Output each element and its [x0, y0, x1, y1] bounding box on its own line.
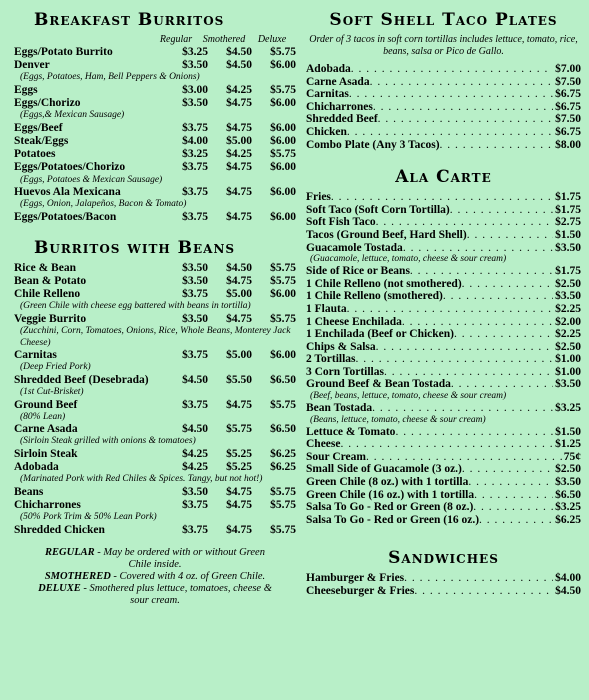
- item-price: $1.50: [555, 228, 581, 241]
- price-deluxe: $6.00: [270, 349, 296, 362]
- dot-leader: [356, 353, 554, 366]
- price-regular: $3.25: [182, 46, 208, 58]
- price-deluxe: $6.00: [270, 288, 296, 301]
- legend: [14, 547, 296, 607]
- dot-leader: [474, 489, 553, 502]
- item-name: Eggs/Potatoes/Bacon: [14, 210, 117, 223]
- menu-item: [306, 204, 581, 217]
- sandwiches-title: Sandwiches: [388, 548, 499, 569]
- menu-item: [306, 76, 581, 89]
- price-smothered: $4.50: [226, 261, 252, 274]
- menu-item: [306, 463, 581, 476]
- price-deluxe: $6.00: [270, 186, 296, 198]
- legend-regular-label: REGULAR: [45, 546, 95, 558]
- price-deluxe: $6.00: [270, 59, 296, 72]
- item-name: 1 Enchilada (Beef or Chicken): [306, 328, 455, 341]
- dot-leader: [331, 191, 553, 204]
- dot-leader: [440, 139, 554, 152]
- item-name: Lettuce & Tomato: [306, 425, 396, 438]
- price-deluxe: $6.50: [270, 423, 296, 436]
- price-deluxe: $5.75: [270, 46, 296, 58]
- item-description: (Deep Fried Pork): [20, 362, 91, 373]
- item-name: Adobada: [14, 461, 59, 474]
- item-price: 75¢: [563, 450, 581, 463]
- menu-item: [306, 63, 581, 76]
- legend-deluxe-text: - Smothered plus lettuce, tomatoes, cheese & sour cream.: [83, 582, 272, 606]
- item-price: $1.75: [555, 191, 581, 204]
- item-price: $2.25: [555, 302, 581, 315]
- item-name: 1 Flauta: [306, 302, 347, 315]
- price-deluxe: $5.75: [270, 312, 296, 325]
- item-name: Beans: [14, 485, 44, 498]
- item-name: Chile Relleno: [14, 288, 81, 301]
- item-name: Eggs/Potatoes/Chorizo: [14, 161, 126, 174]
- price-regular: $3.50: [182, 485, 208, 498]
- dot-leader: [384, 366, 553, 379]
- item-name: Cheese: [306, 438, 341, 451]
- item-price: $3.50: [555, 476, 581, 489]
- item-description: (80% Lean): [20, 411, 66, 422]
- dot-leader: [347, 126, 553, 139]
- price-smothered: $4.75: [226, 121, 252, 134]
- item-name: Hamburger & Fries: [306, 572, 405, 585]
- price-deluxe: $5.75: [270, 398, 296, 411]
- price-regular: $3.50: [182, 97, 208, 110]
- price-smothered: $4.50: [226, 46, 252, 58]
- item-name: Chicken: [306, 125, 347, 138]
- menu-item: [306, 514, 581, 527]
- price-regular: $3.75: [182, 523, 208, 536]
- price-deluxe: $6.00: [270, 97, 296, 110]
- right-column: [306, 10, 581, 598]
- dot-leader: [376, 216, 553, 229]
- item-name: Carne Asada: [306, 75, 370, 88]
- item-name: Fries: [306, 191, 331, 204]
- menu-item: [14, 148, 296, 161]
- price-smothered: $5.00: [226, 288, 252, 301]
- item-description: (1st Cut-Brisket): [20, 387, 84, 397]
- item-name: Eggs/Chorizo: [14, 97, 81, 110]
- price-deluxe: $5.75: [270, 275, 296, 288]
- taco-plates-title: Soft Shell Taco Plates: [329, 10, 558, 30]
- menu-item: [306, 101, 581, 114]
- price-smothered: $5.25: [226, 447, 252, 460]
- menu-item: [306, 476, 581, 489]
- item-name: Adobada: [306, 63, 351, 75]
- item-price: $6.25: [555, 513, 581, 526]
- price-regular: $3.75: [182, 349, 208, 362]
- menu-item: [306, 265, 581, 278]
- menu-item: [14, 122, 296, 135]
- menu-item: [306, 216, 581, 229]
- menu-item: [306, 572, 581, 585]
- item-price: $6.75: [555, 125, 581, 138]
- item-name: Eggs/Potato Burrito: [14, 46, 113, 58]
- dot-leader: [349, 88, 553, 101]
- price-deluxe: $5.75: [270, 83, 296, 96]
- price-smothered: $5.00: [226, 134, 252, 147]
- item-name: Veggie Burrito: [14, 312, 87, 325]
- legend-smothered-text: - Covered with 4 oz. of Green Chile.: [113, 570, 266, 582]
- price-deluxe: $6.25: [270, 447, 296, 460]
- item-name: Shredded Beef (Desebrada): [14, 373, 149, 386]
- dot-leader: [366, 451, 562, 464]
- menu-item: [306, 290, 581, 303]
- item-name: Rice & Bean: [14, 261, 76, 274]
- item-description: (Beans, lettuce, tomato, cheese & sour cream): [310, 414, 486, 425]
- menu-item: [306, 451, 581, 464]
- item-name: Eggs/Beef: [14, 121, 63, 134]
- price-smothered: $4.75: [226, 523, 252, 536]
- dot-leader: [351, 63, 553, 76]
- price-deluxe: $5.75: [270, 148, 296, 161]
- price-smothered: $4.75: [226, 161, 252, 174]
- menu-item: [306, 113, 581, 126]
- price-deluxe: $5.75: [270, 485, 296, 498]
- item-name: Ground Beef: [14, 398, 78, 411]
- item-name: Huevos Ala Mexicana: [14, 186, 121, 198]
- item-price: $2.50: [555, 277, 581, 290]
- price-regular: $3.50: [182, 275, 208, 288]
- dot-leader: [451, 378, 553, 391]
- item-price: $2.25: [555, 328, 581, 341]
- item-name: 3 Corn Tortillas: [306, 365, 384, 378]
- menu-item: [306, 426, 581, 439]
- item-name: Bean & Potato: [14, 275, 87, 288]
- price-deluxe: $6.00: [270, 134, 296, 147]
- menu-item: [14, 399, 296, 412]
- dot-leader: [473, 501, 553, 514]
- item-name: Potatoes: [14, 148, 56, 161]
- item-price: $1.25: [555, 438, 581, 451]
- price-regular: $3.25: [182, 148, 208, 161]
- item-description: (50% Pork Trim & 50% Lean Pork): [20, 512, 157, 523]
- breakfast-title: Breakfast Burritos: [34, 10, 225, 30]
- item-price: $1.00: [555, 353, 581, 366]
- item-price: $7.50: [555, 113, 581, 126]
- item-price: $7.50: [555, 75, 581, 88]
- dot-leader: [450, 204, 553, 217]
- menu-item: [306, 366, 581, 379]
- item-description: (Eggs, Potatoes, Ham, Bell Peppers & Onions): [20, 72, 200, 83]
- dot-leader: [467, 229, 553, 242]
- price-regular: $3.50: [182, 59, 208, 72]
- item-price: $3.25: [555, 402, 581, 415]
- price-smothered: $4.75: [226, 485, 252, 498]
- dot-leader: [468, 476, 553, 489]
- dot-leader: [373, 101, 553, 114]
- item-price: $3.25: [555, 501, 581, 514]
- menu-item: [306, 242, 581, 255]
- menu-item: [306, 501, 581, 514]
- menu-item: [306, 139, 581, 152]
- item-name: Side of Rice or Beans: [306, 265, 410, 278]
- price-smothered: $4.75: [226, 498, 252, 511]
- item-description: (Eggs, Potatoes & Mexican Sausage): [20, 174, 163, 185]
- item-name: Green Chile (16 oz.) with 1 tortilla: [306, 488, 475, 501]
- menu-item: [306, 438, 581, 451]
- dot-leader: [462, 463, 553, 476]
- price-smothered: $4.25: [226, 148, 252, 161]
- item-price: $2.75: [555, 216, 581, 229]
- item-price: $4.00: [555, 572, 581, 585]
- price-smothered: $5.00: [226, 349, 252, 362]
- menu-item: [14, 499, 296, 512]
- breakfast-list: [14, 46, 296, 224]
- item-price: $7.00: [555, 63, 581, 75]
- item-name: Salsa To Go - Red or Green (8 oz.): [306, 501, 474, 514]
- price-deluxe: $6.00: [270, 121, 296, 134]
- item-name: Shredded Chicken: [14, 523, 105, 536]
- item-price: $2.00: [555, 315, 581, 328]
- item-name: Bean Tostada: [306, 402, 373, 415]
- dot-leader: [403, 242, 553, 255]
- beans-list: [14, 262, 296, 537]
- dot-leader: [372, 402, 553, 415]
- item-name: Combo Plate (Any 3 Tacos): [306, 138, 440, 151]
- price-regular: $3.75: [182, 288, 208, 301]
- ala-carte-title: Ala Carte: [395, 167, 492, 188]
- taco-plates-intro: Order of 3 tacos in soft corn tortillas includes lettuce, tomato, rice, beans, salsa or Pico de Gallo.: [309, 34, 578, 57]
- price-regular: $3.75: [182, 210, 208, 223]
- item-name: Soft Taco (Soft Corn Tortilla): [306, 203, 450, 216]
- price-smothered: $4.75: [226, 97, 252, 110]
- price-regular: $3.50: [182, 312, 208, 325]
- taco-plates-list: [306, 63, 581, 151]
- menu-item: [14, 374, 296, 387]
- dot-leader: [410, 265, 553, 278]
- menu-item: [14, 288, 296, 301]
- menu-item: [14, 59, 296, 72]
- menu-item: [14, 313, 296, 326]
- item-price: $3.50: [555, 241, 581, 254]
- item-name: Carnitas: [14, 349, 57, 362]
- menu-item: [306, 229, 581, 242]
- sandwiches-list: [306, 572, 581, 597]
- menu-item: [14, 524, 296, 537]
- item-name: Green Chile (8 oz.) with 1 tortilla: [306, 476, 469, 489]
- menu-item: [14, 97, 296, 110]
- menu-item: [14, 186, 296, 199]
- menu-item: [14, 349, 296, 362]
- price-smothered: $4.75: [226, 210, 252, 223]
- menu-item: [306, 328, 581, 341]
- menu-item: [14, 461, 296, 474]
- header-deluxe: Deluxe: [257, 34, 287, 45]
- price-deluxe: $5.75: [270, 498, 296, 511]
- price-regular: $4.25: [182, 447, 208, 460]
- item-price: $1.75: [555, 265, 581, 278]
- item-name: Sour Cream: [306, 450, 366, 463]
- dot-leader: [414, 585, 553, 598]
- item-name: 1 Chile Relleno (smothered): [306, 290, 443, 303]
- menu-item: [14, 262, 296, 275]
- item-price: $6.75: [555, 100, 581, 113]
- item-description: (Beef, beans, lettuce, tomato, cheese & sour cream): [310, 391, 507, 402]
- item-description: (Eggs, Onion, Jalapeños, Bacon & Tomato): [20, 199, 187, 210]
- dot-leader: [370, 76, 554, 89]
- item-name: Sirloin Steak: [14, 447, 78, 460]
- menu-item: [306, 585, 581, 598]
- price-regular: $3.00: [182, 83, 208, 96]
- dot-leader: [479, 514, 553, 527]
- menu-item: [306, 353, 581, 366]
- price-regular: $4.00: [182, 134, 208, 147]
- price-smothered: $4.75: [226, 398, 252, 411]
- menu-item: [14, 135, 296, 148]
- header-regular: Regular: [159, 34, 193, 45]
- item-name: Small Side of Guacamole (3 oz.): [306, 463, 462, 476]
- item-description: (Green Chile with cheese egg battered with beans in tortilla): [20, 301, 251, 312]
- price-deluxe: $6.00: [270, 210, 296, 223]
- price-smothered: $4.75: [226, 275, 252, 288]
- menu-item: [14, 448, 296, 461]
- menu-item: [306, 191, 581, 204]
- item-price: $1.50: [555, 425, 581, 438]
- menu-item: [306, 489, 581, 502]
- item-name: Steak/Eggs: [14, 134, 69, 147]
- dot-leader: [347, 303, 554, 316]
- menu-item: [306, 316, 581, 329]
- price-smothered: $4.75: [226, 312, 252, 325]
- legend-regular-text: - May be ordered with or without Green Chile inside.: [97, 546, 265, 570]
- item-name: Denver: [14, 59, 50, 72]
- item-description: (Marinated Pork with Red Chiles & Spices. Tangy, but not hot!): [20, 474, 263, 485]
- item-name: Carnitas: [306, 88, 349, 101]
- item-price: $6.75: [555, 88, 581, 101]
- price-deluxe: $5.75: [270, 523, 296, 536]
- item-price: $1.00: [555, 365, 581, 378]
- menu-item: [306, 88, 581, 101]
- item-price: $1.75: [555, 203, 581, 216]
- menu-item: [306, 278, 581, 291]
- menu-item: [306, 126, 581, 139]
- left-column: [14, 10, 296, 607]
- menu-item: [306, 402, 581, 415]
- menu-item: [306, 341, 581, 354]
- price-deluxe: $6.50: [270, 373, 296, 386]
- item-name: Cheeseburger & Fries: [306, 585, 415, 597]
- price-regular: $3.75: [182, 498, 208, 511]
- header-smothered: Smothered: [202, 34, 246, 45]
- item-price: $4.50: [555, 585, 581, 597]
- item-description: (Sirloin Steak grilled with onions & tomatoes): [20, 436, 196, 447]
- menu-item: [306, 303, 581, 316]
- menu-item: [306, 378, 581, 391]
- price-smothered: $5.25: [226, 461, 252, 474]
- item-name: Carne Asada: [14, 423, 78, 436]
- menu-item: [14, 423, 296, 436]
- dot-leader: [462, 278, 553, 291]
- dot-leader: [341, 438, 554, 451]
- dot-leader: [454, 328, 553, 341]
- item-price: $2.50: [555, 340, 581, 353]
- item-name: Chips & Salsa: [306, 340, 376, 353]
- item-description: (Eggs,& Mexican Sausage): [20, 110, 125, 121]
- price-deluxe: $6.00: [270, 161, 296, 174]
- ala-carte-list: [306, 191, 581, 526]
- price-deluxe: $6.25: [270, 461, 296, 474]
- item-description: (Zucchini, Corn, Tomatoes, Onions, Rice, Whole Beans, Monterey Jack Cheese): [20, 326, 291, 348]
- item-name: 2 Tortillas: [306, 353, 356, 366]
- item-price: $6.50: [555, 488, 581, 501]
- item-name: Chicharrones: [14, 498, 81, 511]
- beans-title: Burritos with Beans: [34, 237, 236, 258]
- price-smothered: $5.50: [226, 373, 252, 386]
- price-smothered: $4.50: [226, 59, 252, 72]
- price-regular: $4.50: [182, 423, 208, 436]
- item-name: Shredded Beef: [306, 113, 378, 126]
- price-regular: $4.50: [182, 373, 208, 386]
- dot-leader: [395, 426, 553, 439]
- dot-leader: [376, 341, 553, 354]
- legend-deluxe-label: DELUXE: [38, 582, 81, 594]
- item-price: $3.50: [555, 290, 581, 303]
- menu-item: [14, 275, 296, 288]
- item-price: $8.00: [555, 138, 581, 151]
- price-smothered: $5.75: [226, 423, 252, 436]
- item-name: Salsa To Go - Red or Green (16 oz.): [306, 513, 480, 526]
- item-name: Chicharrones: [306, 100, 373, 113]
- price-deluxe: $5.75: [270, 261, 296, 274]
- price-header: [14, 34, 296, 46]
- menu-item: [14, 84, 296, 97]
- dot-leader: [402, 316, 553, 329]
- price-smothered: $4.75: [226, 186, 252, 198]
- dot-leader: [378, 113, 553, 126]
- menu-item: [14, 46, 296, 59]
- menu-item: [14, 161, 296, 174]
- item-name: 1 Chile Relleno (not smothered): [306, 277, 462, 290]
- item-description: (Guacamole, lettuce, tomato, cheese & sour cream): [310, 254, 507, 265]
- item-name: Tacos (Ground Beef, Hard Shell): [306, 228, 467, 241]
- price-regular: $3.75: [182, 186, 208, 198]
- item-name: Soft Fish Taco: [306, 216, 376, 229]
- dot-leader: [443, 290, 553, 303]
- item-price: $2.50: [555, 463, 581, 476]
- dot-leader: [404, 572, 553, 585]
- menu-item: [14, 211, 296, 224]
- menu-item: [14, 486, 296, 499]
- price-regular: $3.75: [182, 121, 208, 134]
- item-name: 1 Cheese Enchilada: [306, 315, 402, 328]
- item-price: $3.50: [555, 378, 581, 391]
- price-regular: $4.25: [182, 461, 208, 474]
- legend-smothered-label: SMOTHERED: [44, 570, 111, 582]
- price-regular: $3.75: [182, 398, 208, 411]
- item-name: Eggs: [14, 83, 38, 96]
- price-regular: $3.75: [182, 161, 208, 174]
- item-name: Ground Beef & Bean Tostada: [306, 378, 451, 391]
- item-name: Guacamole Tostada: [306, 241, 403, 254]
- price-smothered: $4.25: [226, 83, 252, 96]
- price-regular: $3.50: [182, 261, 208, 274]
